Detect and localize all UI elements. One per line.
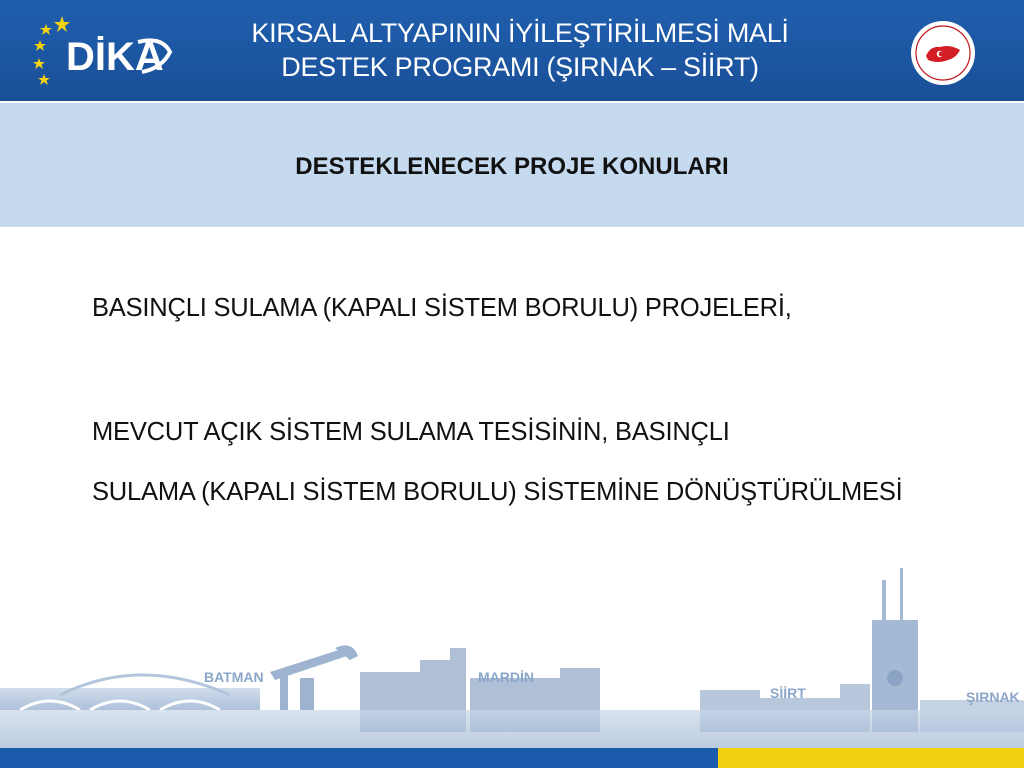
city-label-siirt: SİİRT [770, 685, 806, 701]
dika-logo-text: DİKA [66, 35, 164, 79]
city-label-batman: BATMAN [204, 669, 264, 685]
title-line-2: DESTEK PROGRAMI (ŞIRNAK – SİİRT) [281, 52, 759, 82]
topic-item-2-line-2: SULAMA (KAPALI SİSTEM BORULU) SİSTEMİNE DÖNÜŞTÜRÜLMESİ [92, 478, 903, 506]
section-title: DESTEKLENECEK PROJE KONULARI [295, 153, 729, 180]
star-icon [33, 16, 70, 85]
program-title [220, 16, 820, 84]
footer-yellow-stripe [718, 748, 1024, 768]
city-skyline-illustration [0, 560, 1024, 748]
topic-item-1: BASINÇLI SULAMA (KAPALI SİSTEM BORULU) PROJELERİ, [92, 294, 792, 322]
footer-blue-stripe [0, 748, 718, 768]
header-bar [0, 0, 1024, 101]
city-label-mardin: MARDİN [478, 669, 534, 685]
clock-tower [872, 568, 918, 732]
city-label-sirnak: ŞIRNAK [966, 689, 1020, 705]
oil-pump-icon [270, 645, 358, 710]
topic-item-2-line-1: MEVCUT AÇIK SİSTEM SULAMA TESİSİNİN, BASINÇLI [92, 418, 730, 446]
dika-logo [30, 12, 190, 92]
ministry-seal [910, 20, 976, 86]
section-header [0, 101, 1024, 227]
title-line-1: KIRSAL ALTYAPININ İYİLEŞTİRİLMESİ MALİ [251, 18, 789, 48]
